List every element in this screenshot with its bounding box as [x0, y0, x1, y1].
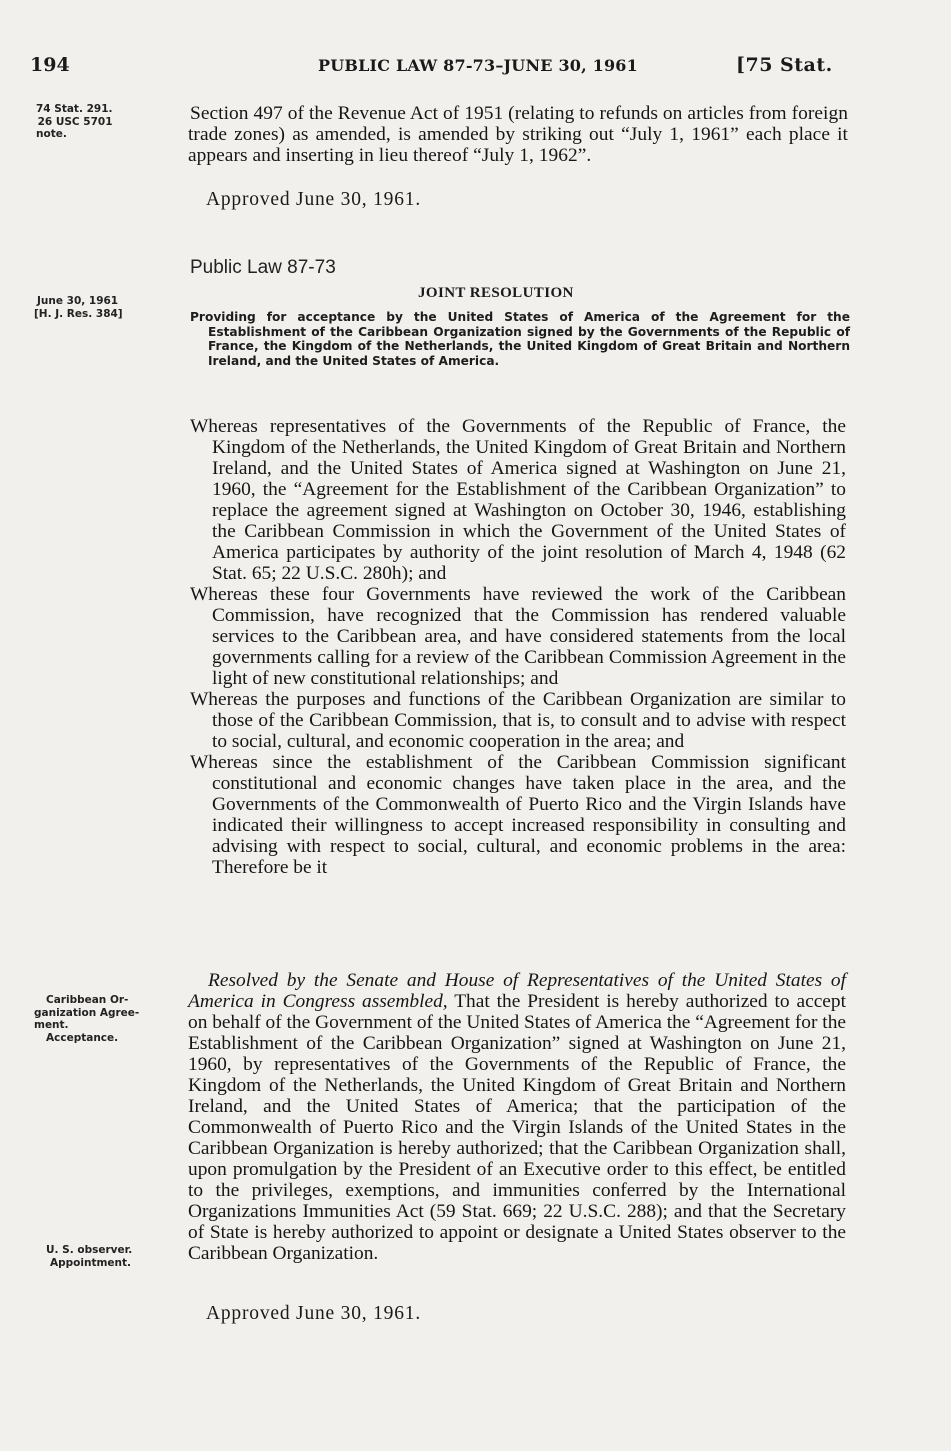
margin-note-line: 74 Stat. 291.	[36, 103, 113, 115]
margin-note-line: note.	[36, 128, 67, 140]
margin-note-caribbean-organization	[34, 994, 139, 1044]
whereas-clauses	[190, 416, 846, 878]
resolved-text: That the President is hereby authorized to accept on behalf of the Government of the United States of America the “Agreement for the Establishment of the Caribbean Organization” signed at Washington on June 21, 1960, by representatives of the Governments of the Republic of France, the Kingdom of the Netherlands, the United Kingdom of Great Britain and Northern Ireland, and the United States of America; that the participation of the Commonwealth of Puerto Rico and the Virgin Islands of the United States in the Caribbean Organization is hereby authorized; that the Caribbean Organization shall, upon promulgation by the President of an Executive order to this effect, be entitled to the privileges, exemptions, and immunities conferred by the International Organizations Immunities Act (59 Stat. 669; 22 U.S.C. 288); and that the Secretary of State is hereby authorized to appoint or designate a United States observer to the Caribbean Organization.	[188, 991, 846, 1264]
margin-note-date	[34, 295, 123, 320]
page-number: 194	[30, 54, 70, 76]
summary-text: Providing for acceptance by the United States of America of the Agreement for the Establishment of the Caribbean Organization signed by the Governments of the Republic of France, the Kingdom of the Netherlands, the United Kingdom of Great Britain and Northern Ireland, and the United States of America.	[190, 310, 850, 368]
margin-note-line: Appointment.	[50, 1256, 132, 1269]
margin-note-line: ment.	[34, 1019, 69, 1031]
resolved-paragraph	[188, 970, 846, 1264]
margin-note-line: [H. J. Res. 384]	[34, 307, 123, 320]
running-header	[0, 54, 951, 80]
joint-resolution-title: JOINT RESOLUTION	[418, 285, 574, 301]
margin-note-line: ganization Agree-	[34, 1006, 140, 1019]
whereas-clause: Whereas these four Governments have reviewed the work of the Caribbean Commission, have recognized that the Commission has rendered valuable services to the Caribbean area, and have considered statements from the local governments calling for a review of the Caribbean Commission Agreement in the light of new constitutional relationships; and	[190, 584, 846, 689]
section-497-paragraph: Section 497 of the Revenue Act of 1951 (relating to refunds on articles from foreign trade zones) as amended, is amended by striking out “July 1, 1961” each place it appears and inserting in lieu thereof “July 1, 1962”.	[188, 103, 848, 166]
resolution-summary	[190, 310, 850, 368]
public-law-label: Public Law 87-73	[190, 257, 336, 278]
header-stat-volume: [75 Stat.	[736, 54, 833, 76]
margin-note-line: U. S. observer.	[46, 1244, 133, 1256]
margin-note-statute-reference	[36, 103, 113, 141]
whereas-clause: Whereas the purposes and functions of the Caribbean Organization are similar to those of the Caribbean Commission, that is, to consult and to advise with respect to social, cultural, and economic cooperation in the area; and	[190, 689, 846, 752]
whereas-clause: Whereas representatives of the Governments of the Republic of France, the Kingdom of the Netherlands, the United Kingdom of Great Britain and Northern Ireland, and the United States of America signed at Washington on June 21, 1960, the “Agreement for the Establishment of the Caribbean Organization” to replace the agreement signed at Washington on October 30, 1946, establishing the Caribbean Commission in which the Government of the United States of America participates by authority of the joint resolution of March 4, 1948 (62 Stat. 65; 22 U.S.C. 280h); and	[190, 416, 846, 584]
approved-line-1: Approved June 30, 1961.	[206, 189, 421, 210]
margin-note-line: June 30, 1961	[37, 295, 119, 307]
margin-note-line: Acceptance.	[46, 1031, 119, 1044]
approved-line-2: Approved June 30, 1961.	[206, 1303, 421, 1324]
margin-note-observer	[46, 1244, 132, 1269]
enacting-clause: Resolved by the Senate and House of Representatives of the United States of America in Congress assembled,	[188, 970, 846, 1012]
header-title: PUBLIC LAW 87-73–JUNE 30, 1961	[318, 56, 638, 75]
margin-note-line: Caribbean Or-	[46, 994, 129, 1006]
whereas-clause: Whereas since the establishment of the Caribbean Commission significant constitutional and economic changes have taken place in the area, and the Governments of the Commonwealth of Puerto Rico and the Virgin Islands have indicated their willingness to accept increased responsibility in consulting and advising with respect to social, cultural, and economic problems in the area: Therefore be it	[190, 752, 846, 878]
margin-note-line: 26 USC 5701	[37, 115, 113, 128]
